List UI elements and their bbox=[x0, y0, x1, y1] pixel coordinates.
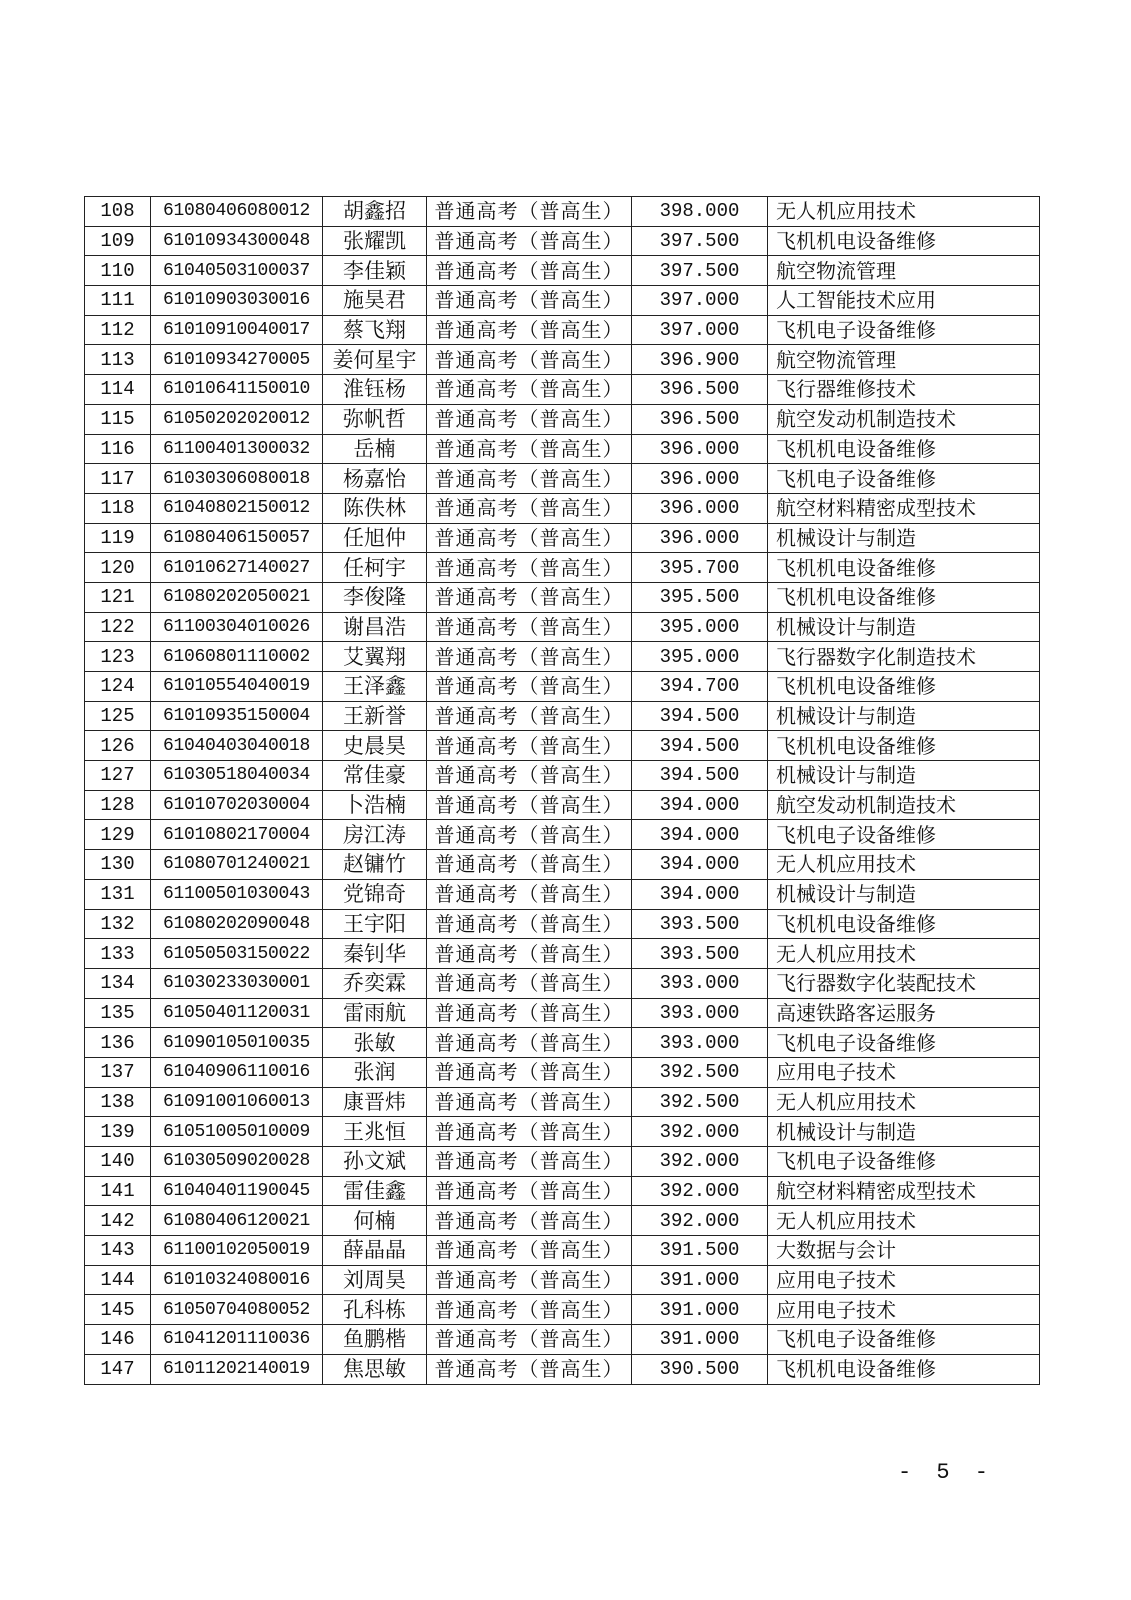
candidate-id-cell: 61010934270005 bbox=[151, 345, 323, 375]
table-row bbox=[85, 434, 1040, 464]
exam-type-cell: 普通高考（普高生） bbox=[427, 1325, 632, 1355]
exam-type-cell: 普通高考（普高生） bbox=[427, 434, 632, 464]
row-number-cell: 108 bbox=[85, 197, 151, 227]
student-name-cell: 杨嘉怡 bbox=[323, 464, 427, 494]
table-row bbox=[85, 1117, 1040, 1147]
table-row bbox=[85, 1147, 1040, 1177]
student-name-cell: 王宇阳 bbox=[323, 909, 427, 939]
score-cell: 392.000 bbox=[632, 1147, 768, 1177]
candidate-id-cell: 61010934300048 bbox=[151, 226, 323, 256]
exam-type-cell: 普通高考（普高生） bbox=[427, 1176, 632, 1206]
candidate-id-cell: 61080701240021 bbox=[151, 850, 323, 880]
exam-type-cell: 普通高考（普高生） bbox=[427, 553, 632, 583]
candidate-id-cell: 61090105010035 bbox=[151, 1028, 323, 1058]
exam-type-cell: 普通高考（普高生） bbox=[427, 939, 632, 969]
exam-type-cell: 普通高考（普高生） bbox=[427, 1147, 632, 1177]
admission-list-table bbox=[84, 196, 1040, 1385]
table-row bbox=[85, 790, 1040, 820]
major-cell: 飞机机电设备维修 bbox=[768, 226, 1040, 256]
exam-type-cell: 普通高考（普高生） bbox=[427, 1028, 632, 1058]
score-cell: 395.000 bbox=[632, 642, 768, 672]
score-cell: 396.500 bbox=[632, 404, 768, 434]
score-cell: 394.500 bbox=[632, 731, 768, 761]
table-row bbox=[85, 850, 1040, 880]
student-name-cell: 秦钊华 bbox=[323, 939, 427, 969]
row-number-cell: 131 bbox=[85, 879, 151, 909]
student-name-cell: 施昊君 bbox=[323, 286, 427, 316]
row-number-cell: 120 bbox=[85, 553, 151, 583]
score-cell: 394.000 bbox=[632, 850, 768, 880]
exam-type-cell: 普通高考（普高生） bbox=[427, 998, 632, 1028]
student-name-cell: 康晋炜 bbox=[323, 1087, 427, 1117]
row-number-cell: 144 bbox=[85, 1265, 151, 1295]
score-cell: 396.000 bbox=[632, 523, 768, 553]
major-cell: 飞机机电设备维修 bbox=[768, 1354, 1040, 1384]
table-row bbox=[85, 731, 1040, 761]
candidate-id-cell: 61050704080052 bbox=[151, 1295, 323, 1325]
score-cell: 392.000 bbox=[632, 1206, 768, 1236]
exam-type-cell: 普通高考（普高生） bbox=[427, 879, 632, 909]
table-row bbox=[85, 286, 1040, 316]
student-name-cell: 姜何星宇 bbox=[323, 345, 427, 375]
student-name-cell: 胡鑫招 bbox=[323, 197, 427, 227]
table-row bbox=[85, 879, 1040, 909]
major-cell: 飞机电子设备维修 bbox=[768, 1147, 1040, 1177]
student-name-cell: 王泽鑫 bbox=[323, 672, 427, 702]
major-cell: 无人机应用技术 bbox=[768, 1087, 1040, 1117]
table-row bbox=[85, 226, 1040, 256]
exam-type-cell: 普通高考（普高生） bbox=[427, 1295, 632, 1325]
candidate-id-cell: 61100401300032 bbox=[151, 434, 323, 464]
table-row bbox=[85, 701, 1040, 731]
student-name-cell: 鱼鹏楷 bbox=[323, 1325, 427, 1355]
candidate-id-cell: 61040403040018 bbox=[151, 731, 323, 761]
table-row bbox=[85, 939, 1040, 969]
table-row bbox=[85, 968, 1040, 998]
exam-type-cell: 普通高考（普高生） bbox=[427, 1354, 632, 1384]
candidate-id-cell: 61041201110036 bbox=[151, 1325, 323, 1355]
exam-type-cell: 普通高考（普高生） bbox=[427, 345, 632, 375]
major-cell: 飞机电子设备维修 bbox=[768, 315, 1040, 345]
row-number-cell: 143 bbox=[85, 1236, 151, 1266]
exam-type-cell: 普通高考（普高生） bbox=[427, 286, 632, 316]
table-row bbox=[85, 404, 1040, 434]
table-row bbox=[85, 464, 1040, 494]
score-cell: 394.500 bbox=[632, 761, 768, 791]
candidate-id-cell: 61080202090048 bbox=[151, 909, 323, 939]
major-cell: 机械设计与制造 bbox=[768, 701, 1040, 731]
major-cell: 航空发动机制造技术 bbox=[768, 790, 1040, 820]
major-cell: 机械设计与制造 bbox=[768, 1117, 1040, 1147]
table-row bbox=[85, 345, 1040, 375]
score-cell: 397.000 bbox=[632, 315, 768, 345]
student-name-cell: 焦思敏 bbox=[323, 1354, 427, 1384]
major-cell: 应用电子技术 bbox=[768, 1295, 1040, 1325]
major-cell: 飞机机电设备维修 bbox=[768, 909, 1040, 939]
student-name-cell: 艾翼翔 bbox=[323, 642, 427, 672]
candidate-id-cell: 61080406080012 bbox=[151, 197, 323, 227]
table-row bbox=[85, 582, 1040, 612]
candidate-id-cell: 61040503100037 bbox=[151, 256, 323, 286]
major-cell: 航空材料精密成型技术 bbox=[768, 1176, 1040, 1206]
student-name-cell: 李佳颖 bbox=[323, 256, 427, 286]
row-number-cell: 123 bbox=[85, 642, 151, 672]
student-name-cell: 李俊隆 bbox=[323, 582, 427, 612]
student-name-cell: 陈佚林 bbox=[323, 493, 427, 523]
student-name-cell: 党锦奇 bbox=[323, 879, 427, 909]
exam-type-cell: 普通高考（普高生） bbox=[427, 1206, 632, 1236]
student-name-cell: 淮钰杨 bbox=[323, 375, 427, 405]
candidate-id-cell: 61010802170004 bbox=[151, 820, 323, 850]
student-name-cell: 乔奕霖 bbox=[323, 968, 427, 998]
score-cell: 393.000 bbox=[632, 998, 768, 1028]
candidate-id-cell: 61010554040019 bbox=[151, 672, 323, 702]
candidate-id-cell: 61010702030004 bbox=[151, 790, 323, 820]
major-cell: 高速铁路客运服务 bbox=[768, 998, 1040, 1028]
major-cell: 人工智能技术应用 bbox=[768, 286, 1040, 316]
candidate-id-cell: 61060801110002 bbox=[151, 642, 323, 672]
student-name-cell: 刘周昊 bbox=[323, 1265, 427, 1295]
page-number: - 5 - bbox=[898, 1460, 995, 1485]
row-number-cell: 129 bbox=[85, 820, 151, 850]
row-number-cell: 146 bbox=[85, 1325, 151, 1355]
exam-type-cell: 普通高考（普高生） bbox=[427, 1265, 632, 1295]
score-cell: 396.500 bbox=[632, 375, 768, 405]
candidate-id-cell: 61010324080016 bbox=[151, 1265, 323, 1295]
student-name-cell: 孙文斌 bbox=[323, 1147, 427, 1177]
row-number-cell: 124 bbox=[85, 672, 151, 702]
student-name-cell: 弥帆哲 bbox=[323, 404, 427, 434]
candidate-id-cell: 61030306080018 bbox=[151, 464, 323, 494]
candidate-id-cell: 61030233030001 bbox=[151, 968, 323, 998]
student-name-cell: 何楠 bbox=[323, 1206, 427, 1236]
candidate-id-cell: 61100501030043 bbox=[151, 879, 323, 909]
row-number-cell: 137 bbox=[85, 1057, 151, 1087]
major-cell: 飞机机电设备维修 bbox=[768, 672, 1040, 702]
table-row bbox=[85, 1325, 1040, 1355]
score-cell: 394.000 bbox=[632, 820, 768, 850]
candidate-id-cell: 61100304010026 bbox=[151, 612, 323, 642]
exam-type-cell: 普通高考（普高生） bbox=[427, 404, 632, 434]
score-cell: 397.500 bbox=[632, 256, 768, 286]
student-name-cell: 卜浩楠 bbox=[323, 790, 427, 820]
exam-type-cell: 普通高考（普高生） bbox=[427, 909, 632, 939]
row-number-cell: 126 bbox=[85, 731, 151, 761]
score-cell: 396.000 bbox=[632, 464, 768, 494]
row-number-cell: 112 bbox=[85, 315, 151, 345]
major-cell: 机械设计与制造 bbox=[768, 612, 1040, 642]
score-cell: 392.500 bbox=[632, 1087, 768, 1117]
row-number-cell: 110 bbox=[85, 256, 151, 286]
row-number-cell: 127 bbox=[85, 761, 151, 791]
table-row bbox=[85, 761, 1040, 791]
table-row bbox=[85, 375, 1040, 405]
student-name-cell: 雷佳鑫 bbox=[323, 1176, 427, 1206]
exam-type-cell: 普通高考（普高生） bbox=[427, 582, 632, 612]
student-name-cell: 任旭仲 bbox=[323, 523, 427, 553]
student-name-cell: 张润 bbox=[323, 1057, 427, 1087]
exam-type-cell: 普通高考（普高生） bbox=[427, 256, 632, 286]
exam-type-cell: 普通高考（普高生） bbox=[427, 612, 632, 642]
student-name-cell: 张敏 bbox=[323, 1028, 427, 1058]
row-number-cell: 113 bbox=[85, 345, 151, 375]
table-row bbox=[85, 493, 1040, 523]
score-cell: 397.000 bbox=[632, 286, 768, 316]
exam-type-cell: 普通高考（普高生） bbox=[427, 464, 632, 494]
candidate-id-cell: 61030518040034 bbox=[151, 761, 323, 791]
student-name-cell: 雷雨航 bbox=[323, 998, 427, 1028]
major-cell: 无人机应用技术 bbox=[768, 1206, 1040, 1236]
score-cell: 391.000 bbox=[632, 1295, 768, 1325]
major-cell: 机械设计与制造 bbox=[768, 879, 1040, 909]
row-number-cell: 138 bbox=[85, 1087, 151, 1117]
row-number-cell: 111 bbox=[85, 286, 151, 316]
exam-type-cell: 普通高考（普高生） bbox=[427, 761, 632, 791]
major-cell: 机械设计与制造 bbox=[768, 523, 1040, 553]
student-name-cell: 谢昌浩 bbox=[323, 612, 427, 642]
score-cell: 392.000 bbox=[632, 1176, 768, 1206]
candidate-id-cell: 61010641150010 bbox=[151, 375, 323, 405]
exam-type-cell: 普通高考（普高生） bbox=[427, 790, 632, 820]
table-row bbox=[85, 820, 1040, 850]
row-number-cell: 133 bbox=[85, 939, 151, 969]
student-name-cell: 赵镛竹 bbox=[323, 850, 427, 880]
major-cell: 飞机机电设备维修 bbox=[768, 434, 1040, 464]
row-number-cell: 117 bbox=[85, 464, 151, 494]
exam-type-cell: 普通高考（普高生） bbox=[427, 850, 632, 880]
exam-type-cell: 普通高考（普高生） bbox=[427, 1087, 632, 1117]
score-cell: 391.000 bbox=[632, 1325, 768, 1355]
major-cell: 飞机电子设备维修 bbox=[768, 1325, 1040, 1355]
major-cell: 飞行器数字化装配技术 bbox=[768, 968, 1040, 998]
candidate-id-cell: 61010935150004 bbox=[151, 701, 323, 731]
major-cell: 飞行器维修技术 bbox=[768, 375, 1040, 405]
score-cell: 394.000 bbox=[632, 879, 768, 909]
table-row bbox=[85, 672, 1040, 702]
score-cell: 395.500 bbox=[632, 582, 768, 612]
exam-type-cell: 普通高考（普高生） bbox=[427, 1236, 632, 1266]
row-number-cell: 147 bbox=[85, 1354, 151, 1384]
candidate-id-cell: 61030509020028 bbox=[151, 1147, 323, 1177]
table-row bbox=[85, 998, 1040, 1028]
student-name-cell: 蔡飞翔 bbox=[323, 315, 427, 345]
major-cell: 无人机应用技术 bbox=[768, 850, 1040, 880]
exam-type-cell: 普通高考（普高生） bbox=[427, 315, 632, 345]
candidate-id-cell: 61050401120031 bbox=[151, 998, 323, 1028]
score-cell: 391.500 bbox=[632, 1236, 768, 1266]
score-cell: 394.700 bbox=[632, 672, 768, 702]
table-row bbox=[85, 1087, 1040, 1117]
score-cell: 395.000 bbox=[632, 612, 768, 642]
score-cell: 392.000 bbox=[632, 1117, 768, 1147]
student-name-cell: 王新誉 bbox=[323, 701, 427, 731]
score-cell: 391.000 bbox=[632, 1265, 768, 1295]
student-name-cell: 史晨昊 bbox=[323, 731, 427, 761]
candidate-id-cell: 61080406150057 bbox=[151, 523, 323, 553]
score-cell: 393.000 bbox=[632, 968, 768, 998]
row-number-cell: 118 bbox=[85, 493, 151, 523]
row-number-cell: 114 bbox=[85, 375, 151, 405]
row-number-cell: 134 bbox=[85, 968, 151, 998]
candidate-id-cell: 61011202140019 bbox=[151, 1354, 323, 1384]
row-number-cell: 130 bbox=[85, 850, 151, 880]
row-number-cell: 132 bbox=[85, 909, 151, 939]
table-row bbox=[85, 1295, 1040, 1325]
candidate-id-cell: 61100102050019 bbox=[151, 1236, 323, 1266]
table-row bbox=[85, 612, 1040, 642]
major-cell: 飞机电子设备维修 bbox=[768, 1028, 1040, 1058]
exam-type-cell: 普通高考（普高生） bbox=[427, 820, 632, 850]
exam-type-cell: 普通高考（普高生） bbox=[427, 375, 632, 405]
exam-type-cell: 普通高考（普高生） bbox=[427, 493, 632, 523]
candidate-id-cell: 61040401190045 bbox=[151, 1176, 323, 1206]
row-number-cell: 142 bbox=[85, 1206, 151, 1236]
candidate-id-cell: 61010903030016 bbox=[151, 286, 323, 316]
table-row bbox=[85, 553, 1040, 583]
exam-type-cell: 普通高考（普高生） bbox=[427, 731, 632, 761]
major-cell: 机械设计与制造 bbox=[768, 761, 1040, 791]
table-row bbox=[85, 315, 1040, 345]
exam-type-cell: 普通高考（普高生） bbox=[427, 226, 632, 256]
major-cell: 无人机应用技术 bbox=[768, 197, 1040, 227]
student-name-cell: 王兆恒 bbox=[323, 1117, 427, 1147]
table-row bbox=[85, 642, 1040, 672]
table-row bbox=[85, 1354, 1040, 1384]
candidate-id-cell: 61050202020012 bbox=[151, 404, 323, 434]
score-cell: 396.000 bbox=[632, 434, 768, 464]
major-cell: 飞机机电设备维修 bbox=[768, 582, 1040, 612]
exam-type-cell: 普通高考（普高生） bbox=[427, 197, 632, 227]
row-number-cell: 122 bbox=[85, 612, 151, 642]
table-row bbox=[85, 1057, 1040, 1087]
major-cell: 无人机应用技术 bbox=[768, 939, 1040, 969]
candidate-id-cell: 61010627140027 bbox=[151, 553, 323, 583]
student-name-cell: 岳楠 bbox=[323, 434, 427, 464]
major-cell: 飞机机电设备维修 bbox=[768, 731, 1040, 761]
score-cell: 394.000 bbox=[632, 790, 768, 820]
candidate-id-cell: 61091001060013 bbox=[151, 1087, 323, 1117]
major-cell: 飞机机电设备维修 bbox=[768, 553, 1040, 583]
score-cell: 392.500 bbox=[632, 1057, 768, 1087]
table-row bbox=[85, 523, 1040, 553]
major-cell: 航空物流管理 bbox=[768, 345, 1040, 375]
score-cell: 390.500 bbox=[632, 1354, 768, 1384]
score-cell: 393.500 bbox=[632, 909, 768, 939]
table-row bbox=[85, 1028, 1040, 1058]
row-number-cell: 115 bbox=[85, 404, 151, 434]
exam-type-cell: 普通高考（普高生） bbox=[427, 968, 632, 998]
score-cell: 394.500 bbox=[632, 701, 768, 731]
table-row bbox=[85, 1265, 1040, 1295]
score-cell: 393.500 bbox=[632, 939, 768, 969]
major-cell: 航空材料精密成型技术 bbox=[768, 493, 1040, 523]
score-cell: 393.000 bbox=[632, 1028, 768, 1058]
row-number-cell: 145 bbox=[85, 1295, 151, 1325]
table-body bbox=[85, 197, 1040, 1385]
row-number-cell: 139 bbox=[85, 1117, 151, 1147]
row-number-cell: 128 bbox=[85, 790, 151, 820]
candidate-id-cell: 61080406120021 bbox=[151, 1206, 323, 1236]
student-name-cell: 任柯宇 bbox=[323, 553, 427, 583]
major-cell: 航空物流管理 bbox=[768, 256, 1040, 286]
exam-type-cell: 普通高考（普高生） bbox=[427, 1117, 632, 1147]
score-cell: 396.000 bbox=[632, 493, 768, 523]
table-row bbox=[85, 197, 1040, 227]
table-row bbox=[85, 256, 1040, 286]
row-number-cell: 136 bbox=[85, 1028, 151, 1058]
major-cell: 飞机电子设备维修 bbox=[768, 820, 1040, 850]
major-cell: 应用电子技术 bbox=[768, 1265, 1040, 1295]
major-cell: 飞行器数字化制造技术 bbox=[768, 642, 1040, 672]
row-number-cell: 125 bbox=[85, 701, 151, 731]
student-name-cell: 房江涛 bbox=[323, 820, 427, 850]
row-number-cell: 116 bbox=[85, 434, 151, 464]
row-number-cell: 119 bbox=[85, 523, 151, 553]
table-row bbox=[85, 1206, 1040, 1236]
row-number-cell: 141 bbox=[85, 1176, 151, 1206]
row-number-cell: 135 bbox=[85, 998, 151, 1028]
row-number-cell: 109 bbox=[85, 226, 151, 256]
score-cell: 396.900 bbox=[632, 345, 768, 375]
exam-type-cell: 普通高考（普高生） bbox=[427, 1057, 632, 1087]
exam-type-cell: 普通高考（普高生） bbox=[427, 523, 632, 553]
table-row bbox=[85, 909, 1040, 939]
score-cell: 398.000 bbox=[632, 197, 768, 227]
row-number-cell: 121 bbox=[85, 582, 151, 612]
score-cell: 397.500 bbox=[632, 226, 768, 256]
student-name-cell: 常佳豪 bbox=[323, 761, 427, 791]
candidate-id-cell: 61051005010009 bbox=[151, 1117, 323, 1147]
candidate-id-cell: 61040906110016 bbox=[151, 1057, 323, 1087]
major-cell: 应用电子技术 bbox=[768, 1057, 1040, 1087]
exam-type-cell: 普通高考（普高生） bbox=[427, 672, 632, 702]
exam-type-cell: 普通高考（普高生） bbox=[427, 642, 632, 672]
table-row bbox=[85, 1236, 1040, 1266]
score-cell: 395.700 bbox=[632, 553, 768, 583]
candidate-id-cell: 61010910040017 bbox=[151, 315, 323, 345]
table-row bbox=[85, 1176, 1040, 1206]
row-number-cell: 140 bbox=[85, 1147, 151, 1177]
candidate-id-cell: 61040802150012 bbox=[151, 493, 323, 523]
major-cell: 飞机电子设备维修 bbox=[768, 464, 1040, 494]
candidate-id-cell: 61050503150022 bbox=[151, 939, 323, 969]
student-name-cell: 薛晶晶 bbox=[323, 1236, 427, 1266]
major-cell: 大数据与会计 bbox=[768, 1236, 1040, 1266]
exam-type-cell: 普通高考（普高生） bbox=[427, 701, 632, 731]
major-cell: 航空发动机制造技术 bbox=[768, 404, 1040, 434]
student-name-cell: 张耀凯 bbox=[323, 226, 427, 256]
student-name-cell: 孔科栋 bbox=[323, 1295, 427, 1325]
candidate-id-cell: 61080202050021 bbox=[151, 582, 323, 612]
